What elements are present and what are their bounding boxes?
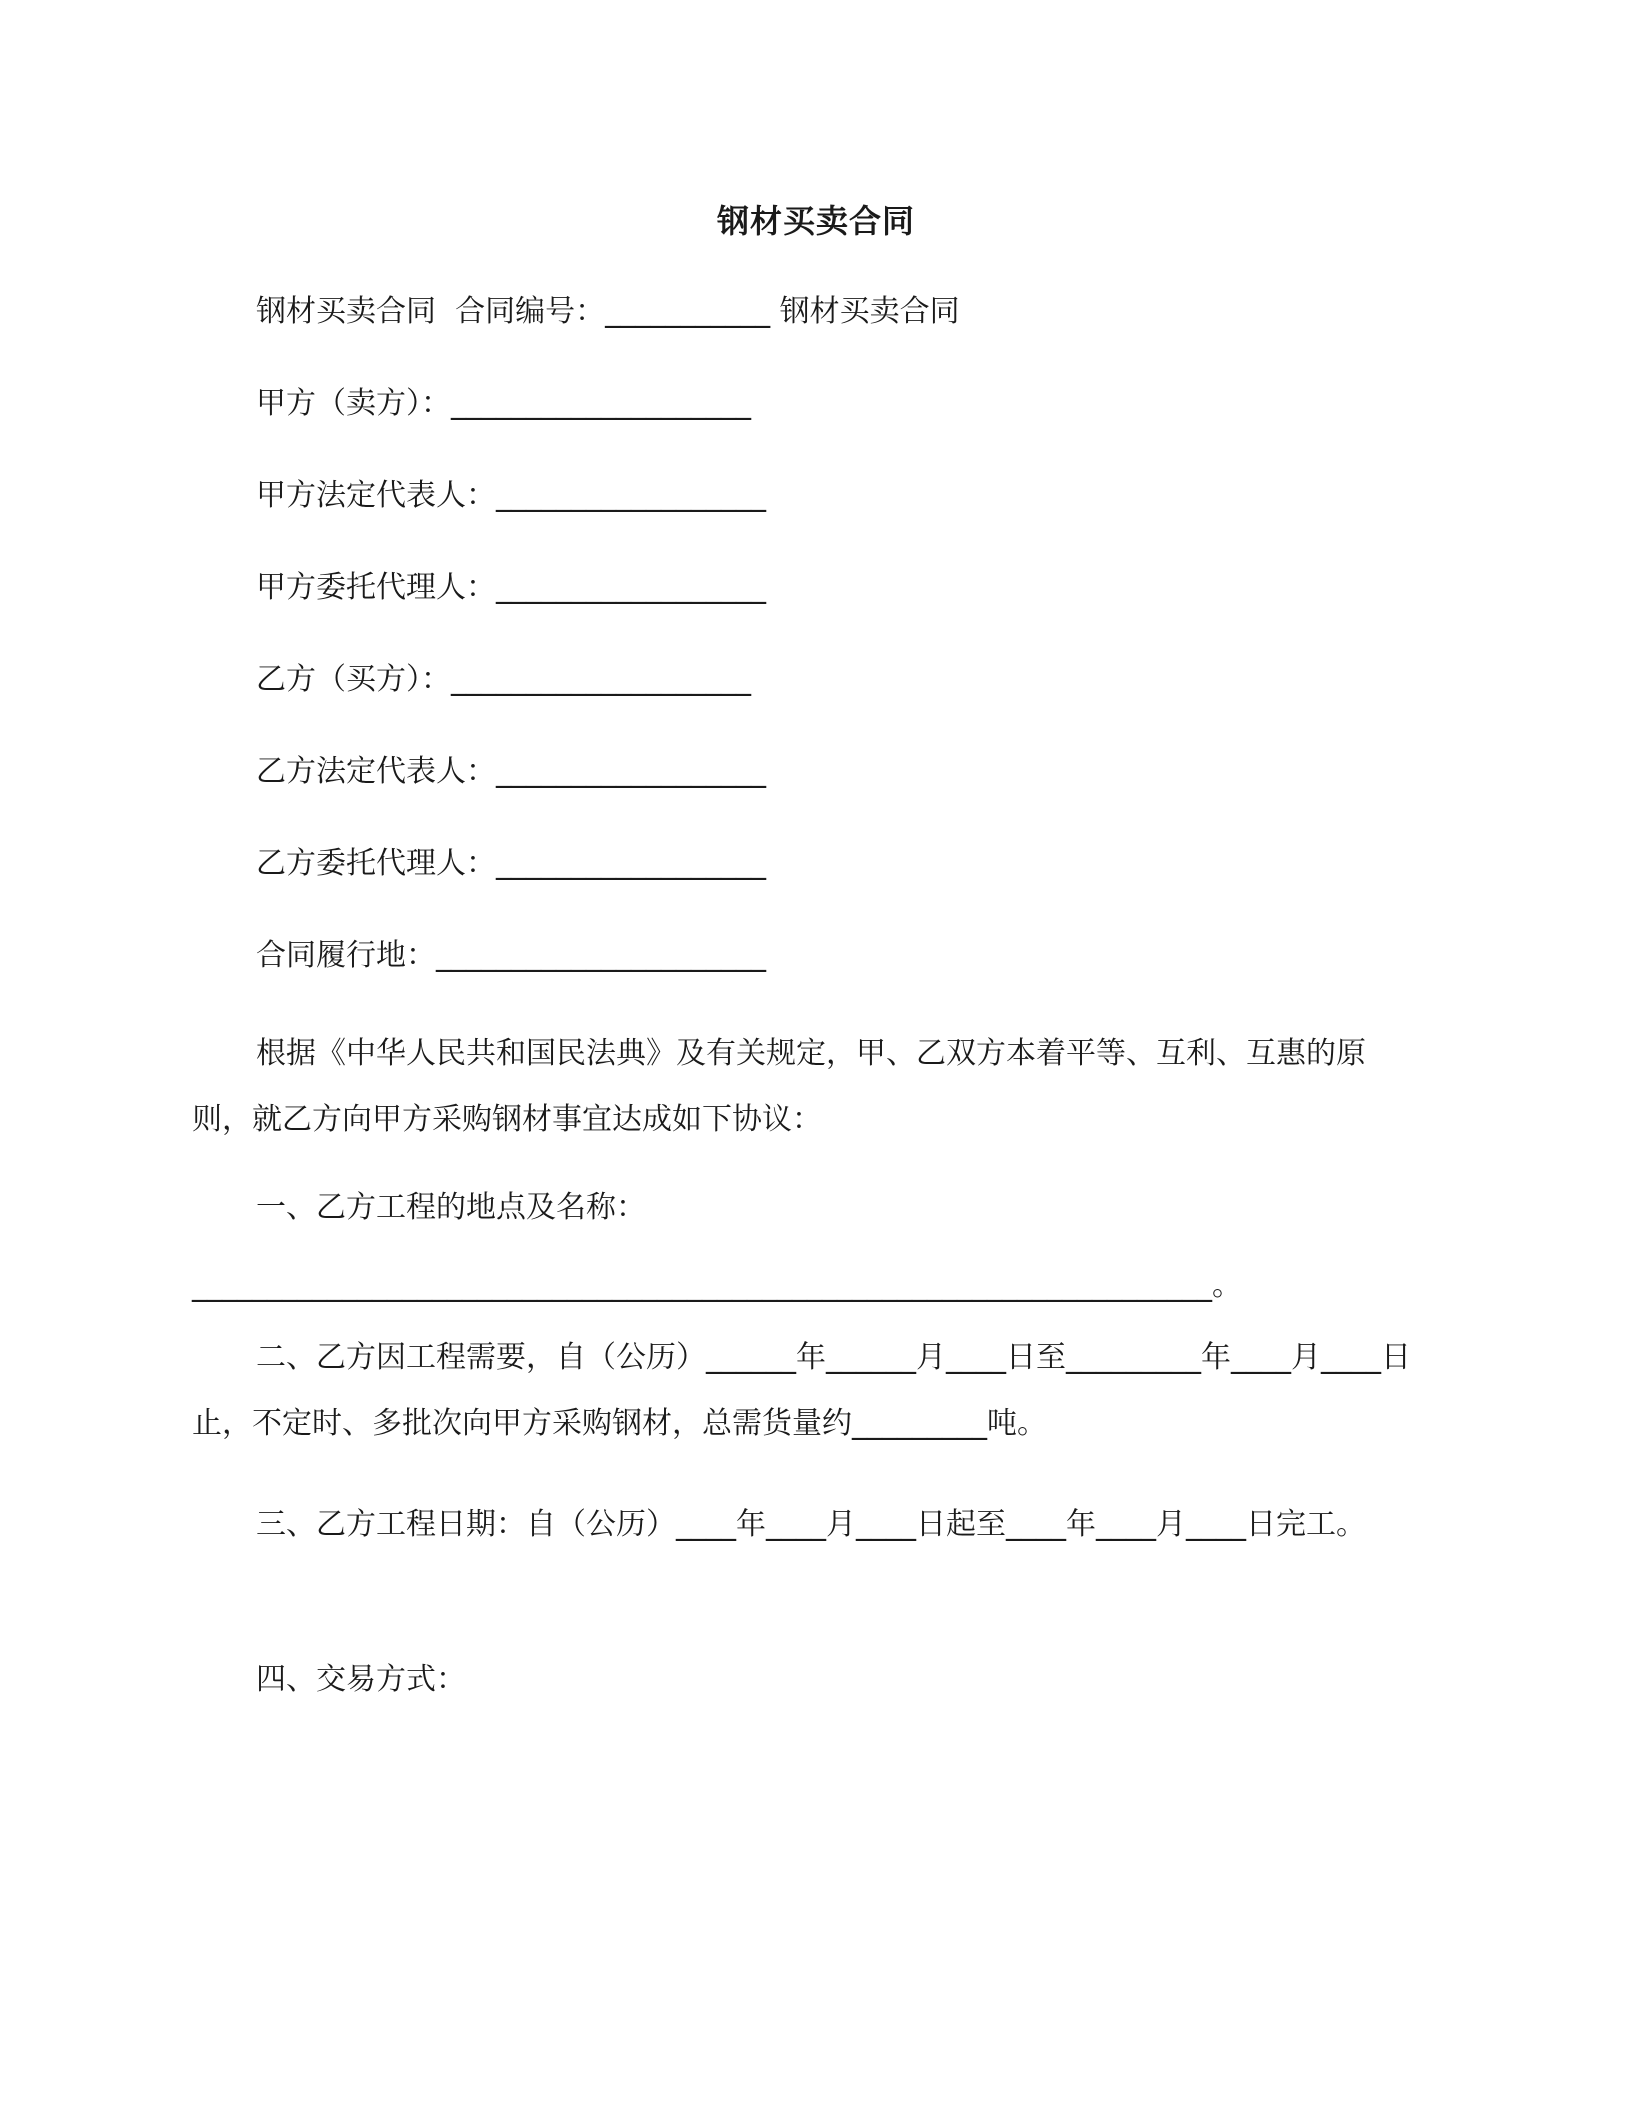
field-seller: 甲方（卖方）：____________________ (256, 386, 751, 421)
field-performance-place: 合同履行地：______________________ (256, 938, 766, 973)
clause-3-paragraph (192, 1492, 1424, 1558)
clause-1-blank: ____________________________________________________________________。 (192, 1268, 1242, 1303)
clause-4-heading: 四、交易方式： (256, 1662, 466, 1697)
preamble-text: 根据《中华人民共和国民法典》及有关规定，甲、乙双方本着平等、互利、互惠的原则，就乙方向甲方采购钢材事宜达成如下协议： (192, 1036, 1366, 1137)
preamble-paragraph (192, 1021, 1424, 1153)
field-seller-agent: 甲方委托代理人：__________________ (256, 570, 766, 605)
field-buyer: 乙方（买方）：____________________ (256, 662, 751, 697)
contract-number-line: 钢材买卖合同 合同编号：___________ 钢材买卖合同 (256, 294, 960, 329)
field-buyer-agent: 乙方委托代理人：__________________ (256, 846, 766, 881)
field-buyer-legal-rep: 乙方法定代表人：__________________ (256, 754, 766, 789)
document-title: 钢材买卖合同 (716, 202, 915, 240)
clause-2-text: 二、乙方因工程需要，自（公历）______年______月____日至_________年____月____日止，不定时、多批次向甲方采购钢材，总需货量约_________吨。 (192, 1340, 1411, 1441)
clause-1-heading: 一、乙方工程的地点及名称： (256, 1190, 646, 1225)
clause-3-text: 三、乙方工程日期：自（公历）____年____月____日起至____年____月____日完工。 (256, 1507, 1366, 1542)
field-seller-legal-rep: 甲方法定代表人：__________________ (256, 478, 766, 513)
clause-2-paragraph (192, 1325, 1424, 1457)
